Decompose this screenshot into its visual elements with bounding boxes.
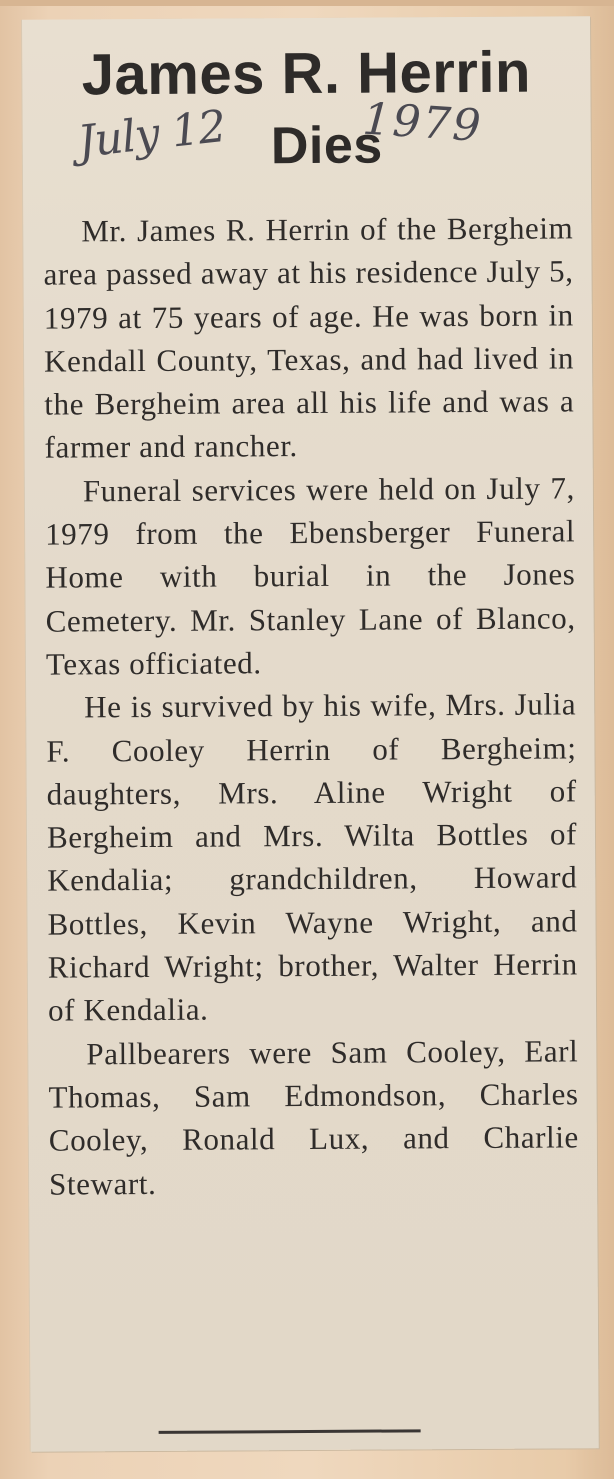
newspaper-clipping (22, 16, 599, 1451)
paragraph-death: Mr. James R. Herrin of the Bergheim area passed away at his residence July 5, 1979 at 75 years of age. He was born in Kendall County, Texas, and had lived in the Bergheim area all his life and was a farmer and rancher. (43, 210, 575, 466)
headline-dies: Dies (270, 116, 383, 176)
handwritten-date: July 12 (75, 100, 228, 168)
handwritten-year: 1979 (361, 93, 485, 153)
scrapbook-edge (0, 0, 614, 6)
paragraph-pallbearers: Pallbearers were Sam Cooley, Earl Thomas, Sam Edmondson, Charles Cooley, Ronald Lux, and Charlie Stewart. (48, 1032, 579, 1202)
headline-name: James R. Herrin (81, 39, 532, 108)
obituary-body (43, 206, 579, 1205)
closing-rule (159, 1429, 421, 1434)
paragraph-survivors: He is survived by his wife, Mrs. Julia F. Cooley Herrin of Bergheim; daughters, Mrs. Aline Wright of Bergheim and Mrs. Wilta Bottles of Kendalia; grandchildren, Howard Bottles, Kevin Wayne Wright, and Richard Wright; brother, Walter Herrin of Kendalia. (46, 686, 578, 1028)
paragraph-funeral: Funeral services were held on July 7, 1979 from the Ebensberger Funeral Home with burial in the Jones Cemetery. Mr. Stanley Lane of Blanco, Texas officiated. (45, 470, 576, 682)
